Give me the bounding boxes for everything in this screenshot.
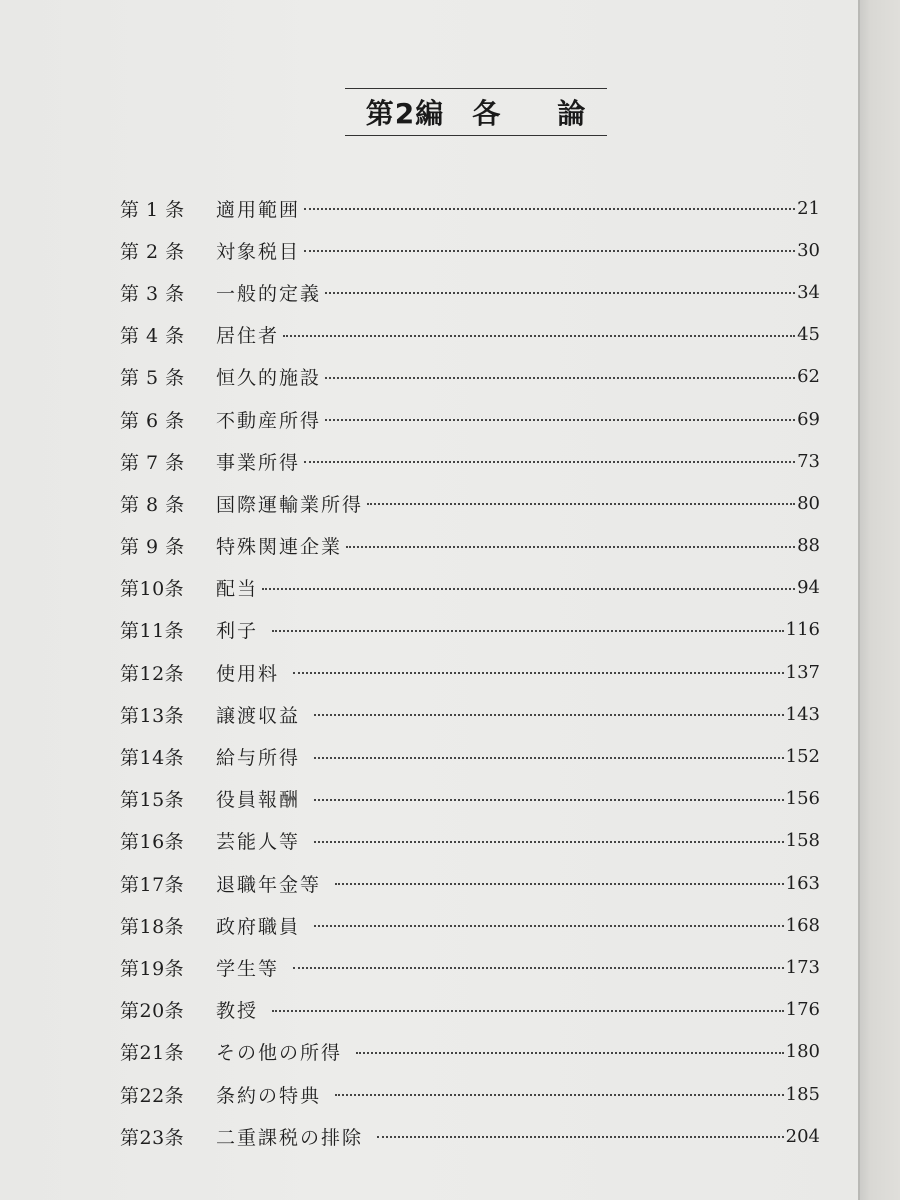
toc-dot-leader	[335, 883, 784, 885]
toc-page-number: 30	[797, 239, 820, 261]
toc-entry	[120, 271, 820, 313]
toc-dot-leader	[314, 925, 784, 927]
toc-page-number: 94	[797, 577, 820, 599]
toc-page-number: 185	[785, 1083, 820, 1105]
toc-entry	[120, 651, 820, 693]
toc-article-number: 第17条	[120, 873, 185, 896]
toc-entry	[120, 609, 820, 651]
toc-article-title: 二重課税の排除	[216, 1126, 364, 1149]
toc-dot-leader	[314, 799, 784, 801]
toc-article-number: 第 5 条	[120, 367, 185, 390]
toc-dot-leader	[262, 588, 795, 590]
toc-dot-leader	[377, 1136, 784, 1138]
toc-entry	[120, 229, 820, 271]
toc-dot-leader	[325, 377, 795, 379]
toc-page-number: 152	[785, 746, 820, 768]
toc-page-number: 137	[785, 661, 820, 683]
toc-dot-leader	[367, 503, 795, 505]
toc-article-title: 利子	[216, 620, 259, 643]
toc-entry	[120, 1115, 820, 1157]
toc-entry	[120, 187, 820, 229]
toc-dot-leader	[335, 1094, 784, 1096]
toc-article-number: 第 3 条	[120, 282, 185, 305]
toc-entry	[120, 904, 820, 946]
toc-entry	[120, 440, 820, 482]
toc-article-title: 事業所得	[216, 451, 301, 474]
page-edge	[858, 0, 900, 1200]
toc-entry	[120, 989, 820, 1031]
toc-article-number: 第15条	[120, 789, 185, 812]
toc-entry	[120, 567, 820, 609]
toc-article-title: 恒久的施設	[216, 367, 322, 390]
toc-article-number: 第 9 条	[120, 536, 185, 559]
toc-page-number: 176	[785, 999, 820, 1021]
part-number: 第2編	[365, 97, 445, 130]
toc-entry	[120, 735, 820, 777]
toc-dot-leader	[304, 461, 795, 463]
toc-article-title: 一般的定義	[216, 282, 322, 305]
toc-article-number: 第 7 条	[120, 451, 185, 474]
toc-dot-leader	[325, 419, 795, 421]
toc-dot-leader	[314, 841, 784, 843]
toc-article-title: 使用料	[216, 662, 280, 685]
toc-article-number: 第 8 条	[120, 493, 185, 516]
toc-article-title: 対象税目	[216, 240, 301, 263]
toc-entry	[120, 1073, 820, 1115]
toc-page-number: 45	[797, 324, 820, 346]
toc-page-number: 21	[797, 197, 820, 219]
toc-entry	[120, 356, 820, 398]
part-title-second-char: 論	[557, 97, 587, 130]
toc-dot-leader	[293, 967, 784, 969]
toc-entry	[120, 314, 820, 356]
toc-page-number: 180	[785, 1041, 820, 1063]
toc-article-number: 第21条	[120, 1042, 185, 1065]
toc-article-title: 居住者	[216, 325, 280, 348]
toc-article-number: 第10条	[120, 578, 185, 601]
toc-article-title: その他の所得	[216, 1042, 343, 1065]
toc-page-number: 158	[785, 830, 820, 852]
toc-article-title: 給与所得	[216, 747, 301, 770]
toc-dot-leader	[304, 250, 795, 252]
toc-article-number: 第 1 条	[120, 198, 185, 221]
toc-article-title: 適用範囲	[216, 198, 301, 221]
toc-entry	[120, 1031, 820, 1073]
toc-page-number: 173	[785, 956, 820, 978]
toc-entry	[120, 693, 820, 735]
toc-article-number: 第20条	[120, 1000, 185, 1023]
toc-article-number: 第22条	[120, 1084, 185, 1107]
toc-article-number: 第11条	[120, 620, 185, 643]
toc-dot-leader	[346, 546, 795, 548]
toc-entry	[120, 862, 820, 904]
toc-article-number: 第23条	[120, 1126, 185, 1149]
toc-page-number: 88	[797, 535, 820, 557]
toc-page-number: 62	[797, 366, 820, 388]
toc-dot-leader	[272, 1010, 784, 1012]
toc-article-title: 教授	[216, 1000, 259, 1023]
toc-dot-leader	[293, 672, 784, 674]
toc-entry	[120, 482, 820, 524]
part-heading	[345, 88, 607, 136]
toc-page-number: 156	[785, 788, 820, 810]
toc-article-title: 譲渡収益	[216, 704, 301, 727]
toc-dot-leader	[304, 208, 795, 210]
toc-page-number: 34	[797, 281, 820, 303]
toc-article-number: 第19条	[120, 957, 185, 980]
toc-article-title: 配当	[216, 578, 259, 601]
toc-entry	[120, 525, 820, 567]
toc-dot-leader	[272, 630, 784, 632]
toc-article-number: 第12条	[120, 662, 185, 685]
toc-dot-leader	[283, 335, 795, 337]
toc-article-title: 役員報酬	[216, 789, 301, 812]
toc-entry	[120, 820, 820, 862]
toc-dot-leader	[325, 292, 795, 294]
toc-page-number: 80	[797, 492, 820, 514]
toc-page-number: 168	[785, 914, 820, 936]
toc-page-number: 73	[797, 450, 820, 472]
toc-article-number: 第 6 条	[120, 409, 185, 432]
toc-dot-leader	[356, 1052, 784, 1054]
toc-article-title: 特殊関連企業	[216, 536, 343, 559]
toc-entry	[120, 398, 820, 440]
toc-article-title: 政府職員	[216, 915, 301, 938]
table-of-contents	[120, 187, 820, 1157]
toc-article-number: 第 2 条	[120, 240, 185, 263]
toc-article-number: 第16条	[120, 831, 185, 854]
toc-article-title: 国際運輸業所得	[216, 493, 364, 516]
toc-article-title: 学生等	[216, 957, 280, 980]
toc-article-number: 第18条	[120, 915, 185, 938]
part-title-first-char: 各	[472, 97, 502, 130]
toc-page-number: 143	[785, 703, 820, 725]
toc-article-title: 不動産所得	[216, 409, 322, 432]
toc-article-title: 芸能人等	[216, 831, 301, 854]
toc-page-number: 163	[785, 872, 820, 894]
toc-article-number: 第13条	[120, 704, 185, 727]
toc-article-title: 退職年金等	[216, 873, 322, 896]
toc-dot-leader	[314, 714, 784, 716]
toc-dot-leader	[314, 757, 784, 759]
toc-entry	[120, 778, 820, 820]
toc-article-number: 第 4 条	[120, 325, 185, 348]
toc-entry	[120, 946, 820, 988]
toc-article-number: 第14条	[120, 747, 185, 770]
toc-article-title: 条約の特典	[216, 1084, 322, 1107]
toc-page-number: 116	[785, 619, 820, 641]
toc-page-number: 204	[785, 1125, 820, 1147]
toc-page-number: 69	[797, 408, 820, 430]
